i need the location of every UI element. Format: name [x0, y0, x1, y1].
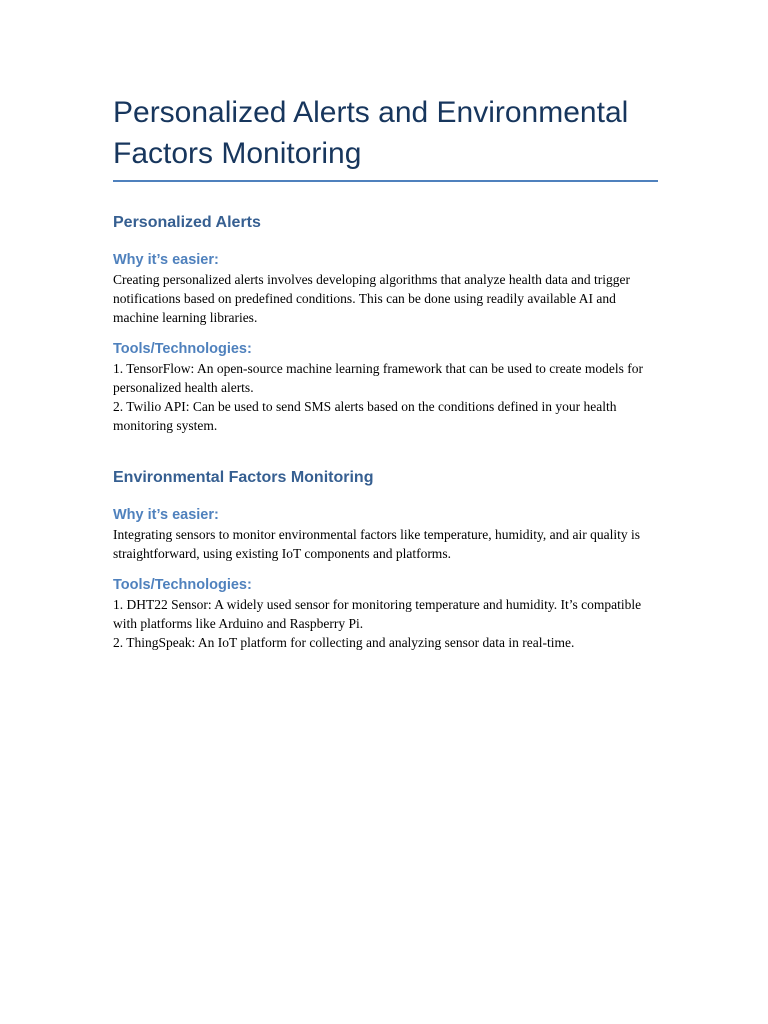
why-heading: Why it’s easier: — [113, 507, 219, 523]
tools-heading: Tools/Technologies: — [113, 577, 252, 593]
list-item: 1. TensorFlow: An open-source machine learning framework that can be used to create models for personalized health alerts. — [113, 361, 644, 395]
section-personalized-alerts — [113, 214, 658, 435]
list-item: 2. ThingSpeak: An IoT platform for collecting and analyzing sensor data in real-time. — [113, 635, 575, 650]
section-heading: Environmental Factors Monitoring — [113, 469, 374, 486]
document-page — [113, 92, 658, 652]
section-heading: Personalized Alerts — [113, 214, 261, 231]
section-environmental-factors — [113, 469, 658, 652]
why-paragraph: Integrating sensors to monitor environmental factors like temperature, humidity, and air quality is straightforward, using existing IoT components and platforms. — [113, 527, 640, 561]
document-title: Personalized Alerts and Environmental Factors Monitoring — [113, 92, 658, 182]
why-heading: Why it’s easier: — [113, 252, 219, 268]
why-paragraph: Creating personalized alerts involves developing algorithms that analyze health data and trigger notifications based on predefined conditions. This can be done using readily available AI and machine learning libraries. — [113, 272, 630, 325]
list-item: 1. DHT22 Sensor: A widely used sensor for monitoring temperature and humidity. It’s compatible with platforms like Arduino and Raspberry Pi. — [113, 597, 642, 631]
list-item: 2. Twilio API: Can be used to send SMS alerts based on the conditions defined in your health monitoring system. — [113, 399, 617, 433]
tools-heading: Tools/Technologies: — [113, 341, 252, 357]
